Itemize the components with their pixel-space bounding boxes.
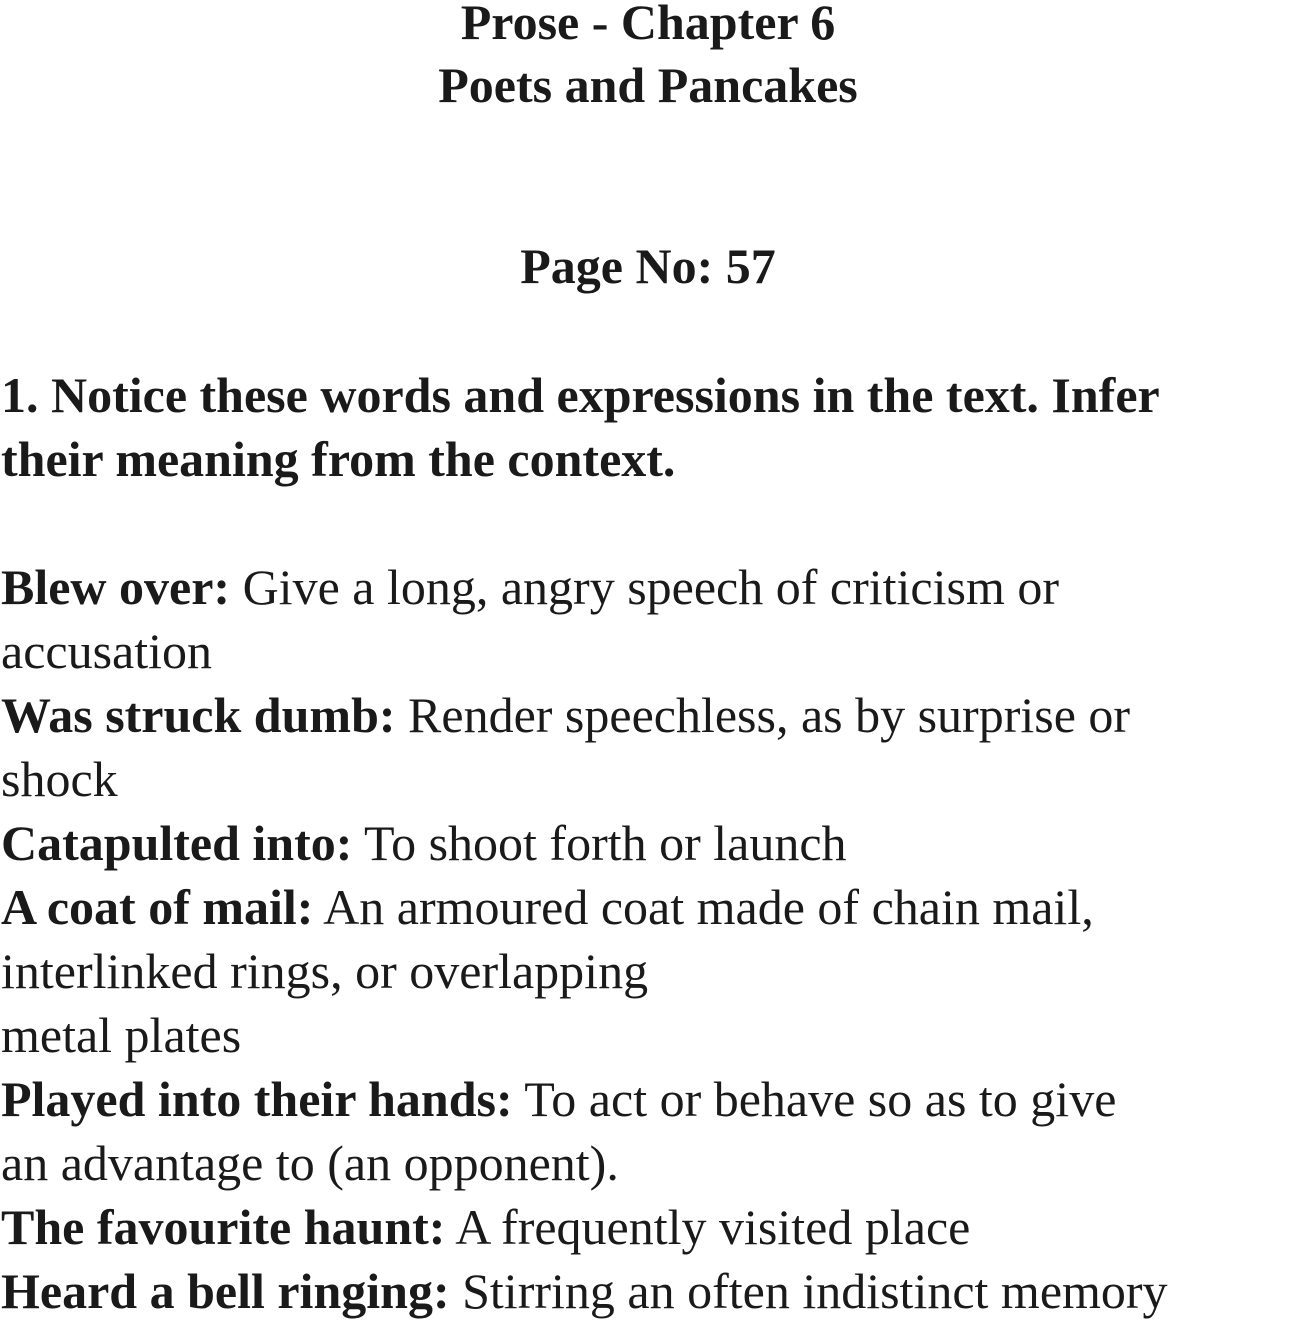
glossary-meaning: To act or behave so as to give [512, 1071, 1117, 1127]
glossary-meaning: Give a long, angry speech of criticism or [230, 559, 1059, 615]
glossary-meaning: shock [1, 751, 118, 807]
glossary-meaning: Render speechless, as by surprise or [395, 687, 1131, 743]
glossary-item-coat-of-mail-continued [1, 939, 1295, 1003]
page-number: Page No: 57 [520, 238, 776, 294]
glossary-meaning: Stirring an often indistinct memory [449, 1263, 1168, 1319]
lesson-title: Poets and Pancakes [438, 57, 858, 113]
glossary-list [1, 555, 1295, 1323]
glossary-meaning: metal plates [1, 1007, 242, 1063]
glossary-term: Heard a bell ringing: [1, 1263, 450, 1319]
glossary-term: Was struck dumb: [1, 687, 396, 743]
glossary-term: Catapulted into: [1, 815, 353, 871]
glossary-term: Played into their hands: [1, 1071, 513, 1127]
glossary-meaning: An armoured coat made of chain mail, [313, 879, 1094, 935]
glossary-meaning: accusation [1, 623, 213, 679]
glossary-meaning: To shoot forth or launch [352, 815, 847, 871]
glossary-term: The favourite haunt: [1, 1199, 446, 1255]
glossary-meaning: interlinked rings, or overlapping [1, 943, 649, 999]
glossary-term: Blew over: [1, 559, 231, 615]
glossary-item-catapulted-into [1, 811, 1295, 875]
question-line-1: 1. Notice these words and expressions in the text. Infer [1, 367, 1160, 423]
glossary-item-blew-over-continued [1, 619, 1295, 683]
glossary-item-played-into-hands-continued [1, 1131, 1295, 1195]
glossary-item-bell-ringing [1, 1259, 1295, 1323]
glossary-item-favourite-haunt [1, 1195, 1295, 1259]
question-heading [1, 363, 1291, 491]
glossary-item-coat-of-mail [1, 875, 1295, 939]
glossary-item-played-into-hands [1, 1067, 1295, 1131]
glossary-item-coat-of-mail-continued-2 [1, 1003, 1295, 1067]
glossary-item-blew-over [1, 555, 1295, 619]
chapter-title: Prose - Chapter 6 [460, 0, 836, 50]
glossary-meaning: an advantage to (an opponent). [1, 1135, 619, 1191]
question-line-2: their meaning from the context. [1, 431, 676, 487]
glossary-term: A coat of mail: [1, 879, 314, 935]
glossary-item-struck-dumb-continued [1, 747, 1295, 811]
glossary-item-struck-dumb [1, 683, 1295, 747]
glossary-meaning: A frequently visited place [445, 1199, 971, 1255]
